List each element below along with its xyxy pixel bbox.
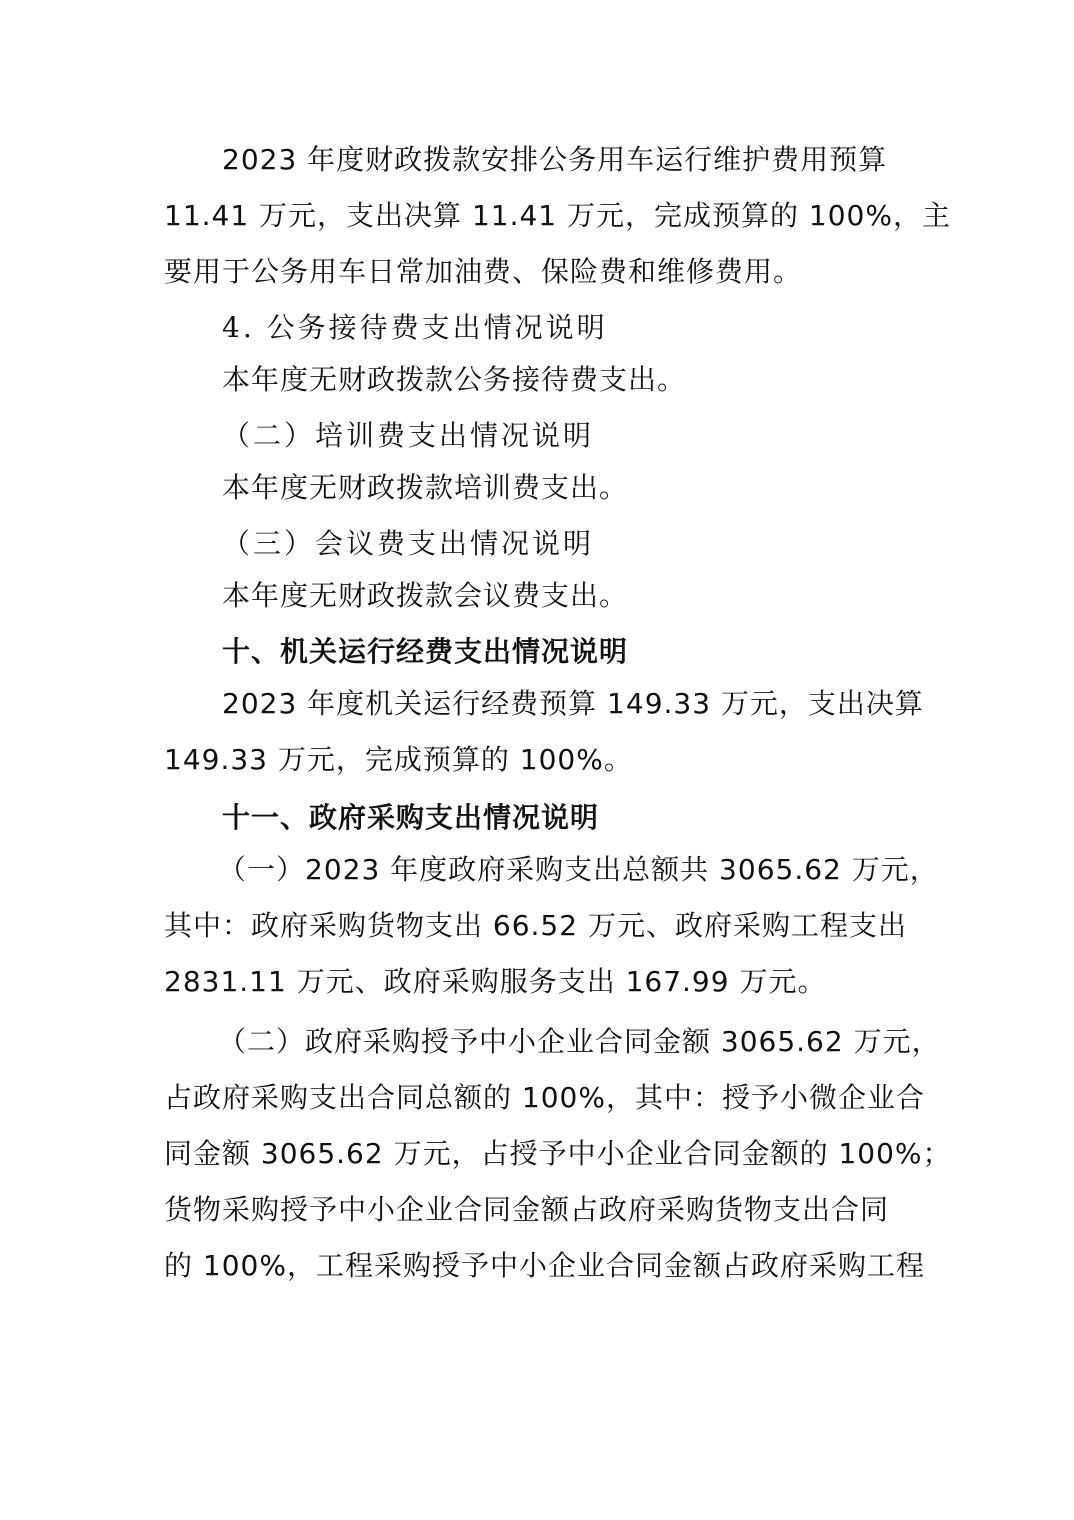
paragraph-line: （二）政府采购授予中小企业合同金额 3065.62 万元， [218,1025,941,1058]
paragraph-line: 2023 年度机关运行经费预算 149.33 万元，支出决算 [222,687,924,720]
paragraph-line: 2831.11 万元、政府采购服务支出 167.99 万元。 [164,965,827,998]
paragraph-line: 本年度无财政拨款会议费支出。 [222,579,629,612]
paragraph-line: 本年度无财政拨款培训费支出。 [222,471,629,504]
paragraph-line: 的 100%，工程采购授予中小企业合同金额占政府采购工程 [164,1249,925,1282]
section-heading: 十一、政府采购支出情况说明 [222,801,600,834]
section-heading: （二）培训费支出情况说明 [222,419,595,452]
section-heading: 十、机关运行经费支出情况说明 [222,635,629,668]
paragraph-line: 2023 年度财政拨款安排公务用车运行维护费用预算 [222,143,888,176]
section-heading: 4. 公务接待费支出情况说明 [222,311,608,344]
paragraph-line: 本年度无财政拨款公务接待费支出。 [222,363,687,396]
paragraph-line: 11.41 万元，支出决算 11.41 万元，完成预算的 100%，主 [164,199,951,232]
paragraph-line: 要用于公务用车日常加油费、保险费和维修费用。 [164,255,803,288]
paragraph-line: （一）2023 年度政府采购支出总额共 3065.62 万元， [218,853,939,886]
paragraph-line: 同金额 3065.62 万元，占授予中小企业合同金额的 100%； [164,1137,952,1170]
section-heading: （三）会议费支出情况说明 [222,527,595,560]
paragraph-line: 149.33 万元，完成预算的 100%。 [164,743,633,776]
paragraph-line: 其中：政府采购货物支出 66.52 万元、政府采购工程支出 [164,909,907,942]
paragraph-line: 占政府采购支出合同总额的 100%，其中：授予小微企业合 [164,1081,925,1114]
paragraph-line: 货物采购授予中小企业合同金额占政府采购货物支出合同 [164,1193,890,1226]
